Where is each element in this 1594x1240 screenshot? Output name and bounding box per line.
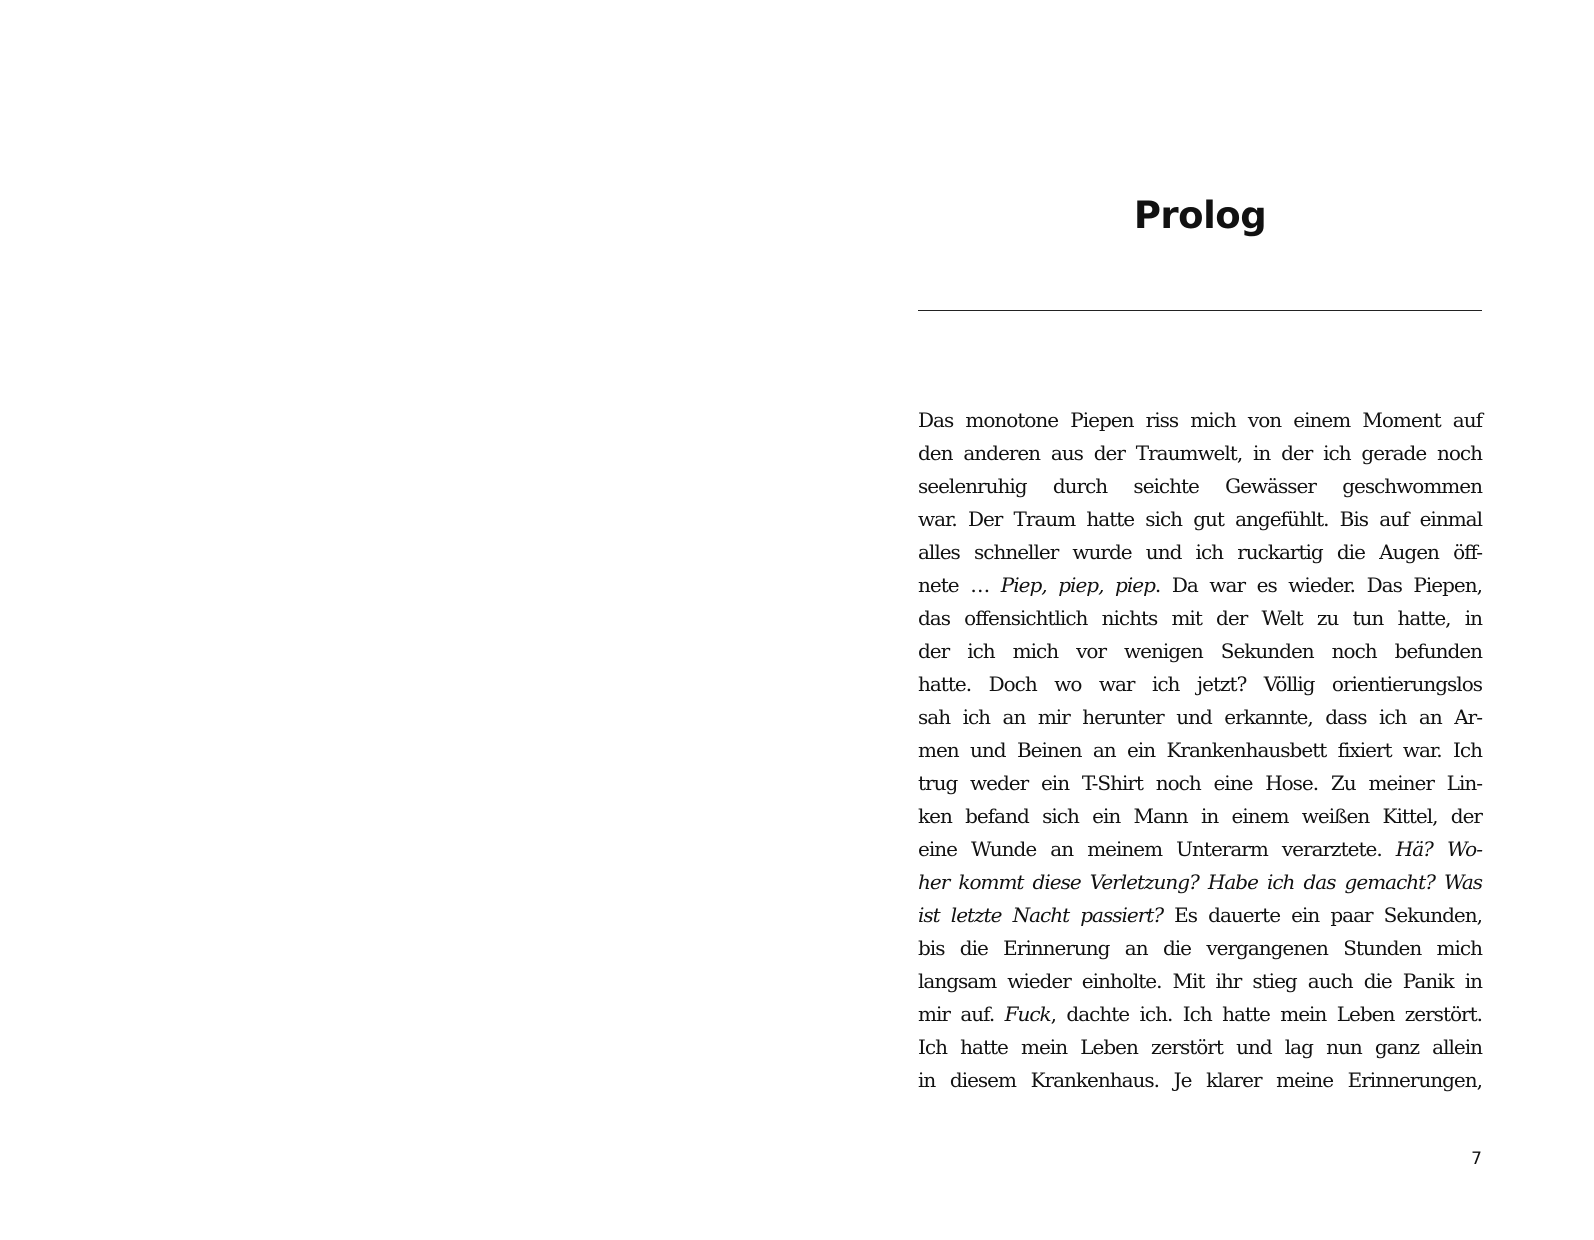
text-line: [918, 965, 1482, 998]
italic-text: her kommt diese Verletzung? Habe ich das gemacht? Was: [918, 870, 1482, 894]
text-run: Ich hatte mein Leben zerstört und lag nun ganz allein: [918, 1035, 1482, 1059]
chapter-title: Prolog: [1133, 194, 1267, 237]
text-run: men und Beinen an ein Krankenhausbett fixiert war. Ich: [918, 738, 1482, 762]
text-run: Es dauerte ein paar Sekunden,: [1163, 903, 1482, 927]
text-line: [918, 932, 1482, 965]
text-run: war. Der Traum hatte sich gut angefühlt. Bis auf einmal: [918, 507, 1482, 531]
text-run: mir auf.: [918, 1002, 1005, 1026]
text-line: [918, 437, 1482, 470]
italic-text: Hä? Wo-: [1395, 837, 1482, 861]
text-run: ken befand sich ein Mann in einem weißen Kittel, der: [918, 804, 1482, 828]
text-line: [918, 866, 1482, 899]
italic-text: Piep, piep, piep: [1000, 573, 1155, 597]
text-line: [918, 404, 1482, 437]
text-run: nete …: [918, 573, 1001, 597]
text-line: [918, 1064, 1482, 1097]
text-line: [918, 470, 1482, 503]
text-run: langsam wieder einholte. Mit ihr stieg auch die Panik in: [918, 969, 1482, 993]
text-line: [918, 668, 1482, 701]
body-paragraph: [918, 404, 1482, 1097]
text-line: [918, 899, 1482, 932]
text-line: [918, 833, 1482, 866]
italic-text: Fuck: [1004, 1002, 1051, 1026]
text-line: [918, 998, 1482, 1031]
text-run: in diesem Krankenhaus. Je klarer meine Erinnerungen,: [918, 1068, 1482, 1092]
text-run: Das monotone Piepen riss mich von einem Moment auf: [918, 408, 1482, 432]
text-run: . Da war es wieder. Das Piepen,: [1154, 573, 1482, 597]
text-run: das offensichtlich nichts mit der Welt zu tun hatte, in: [918, 606, 1482, 630]
text-run: seelenruhig durch seichte Gewässer geschwommen: [918, 474, 1482, 498]
text-run: eine Wunde an meinem Unterarm verarztete.: [918, 837, 1396, 861]
text-run: trug weder ein T-Shirt noch eine Hose. Zu meiner Lin-: [918, 771, 1482, 795]
italic-text: ist letzte Nacht passiert?: [918, 903, 1164, 927]
text-run: hatte. Doch wo war ich jetzt? Völlig orientierungslos: [918, 672, 1482, 696]
text-run: , dachte ich. Ich hatte mein Leben zerstört.: [1050, 1002, 1482, 1026]
text-line: [918, 569, 1482, 602]
text-line: [918, 701, 1482, 734]
text-line: [918, 734, 1482, 767]
text-line: [918, 635, 1482, 668]
text-line: [918, 536, 1482, 569]
text-run: alles schneller wurde und ich ruckartig die Augen öff-: [918, 540, 1482, 564]
text-run: der ich mich vor wenigen Sekunden noch befunden: [918, 639, 1482, 663]
text-line: [918, 1031, 1482, 1064]
text-line: [918, 602, 1482, 635]
text-line: [918, 800, 1482, 833]
chapter-divider-rule: [918, 310, 1482, 311]
text-run: bis die Erinnerung an die vergangenen Stunden mich: [918, 936, 1482, 960]
text-run: sah ich an mir herunter und erkannte, dass ich an Ar-: [918, 705, 1482, 729]
text-run: den anderen aus der Traumwelt, in der ich gerade noch: [918, 441, 1482, 465]
page-number: 7: [1471, 1149, 1482, 1169]
text-line: [918, 503, 1482, 536]
text-line: [918, 767, 1482, 800]
